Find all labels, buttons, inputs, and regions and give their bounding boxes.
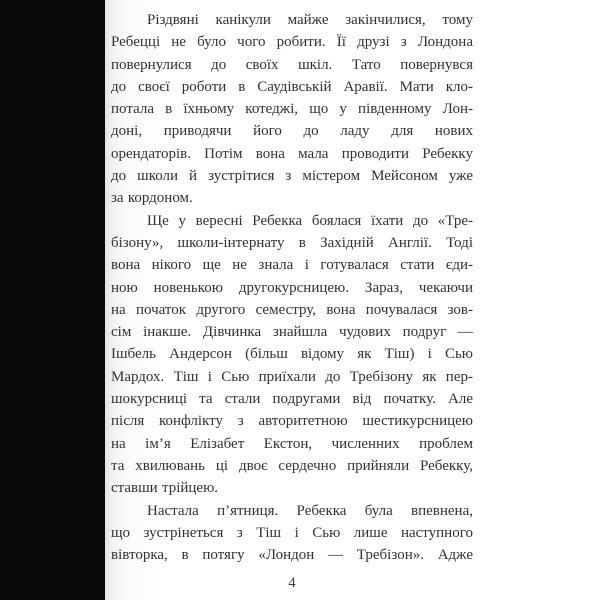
text-line: Різдвяні канікули майже закінчилися, тому: [147, 12, 473, 28]
text-line: сім інакше. Дівчинка знайшла чудових подруг —: [111, 324, 473, 341]
text-line: за кордоном.: [111, 190, 193, 207]
text-line: повернулися до своїх шкіл. Тато повернувся: [111, 56, 473, 73]
paragraph: [111, 9, 473, 210]
text-line: ною новенькою другокурсницею. Зараз, чекаючи: [111, 279, 473, 296]
text-line: шокурсниці та стали подругами від початку. Але: [111, 391, 473, 408]
text-line: вівторка, в потягу «Лондон — Требізон». Адже: [111, 547, 473, 564]
text-line: Ребецці не було чого робити. Її друзі з Лондона: [111, 34, 473, 51]
page-number: 4: [288, 575, 296, 591]
text-line: що зустрінеться з Тіш і Сью лише наступного: [111, 524, 473, 541]
page-text: [111, 9, 473, 566]
text-line: орендаторів. Потім вона мала проводити Ребекку: [111, 145, 473, 162]
paragraph: [111, 210, 473, 500]
text-line: вона нікого ще не знала і готувалася стати єди-: [111, 257, 473, 274]
book-page: [105, 0, 600, 600]
text-line: Настала п’ятниця. Ребекка була впевнена,: [147, 502, 473, 519]
book-spine: [0, 0, 105, 600]
text-line: до школи й зустрітися з містером Мейсоном уже: [111, 168, 473, 185]
text-line: Ще у вересні Ребекка боялася їхати до «Тре-: [147, 212, 473, 229]
text-line: після конфлікту з авторитетною шестикурсницею: [111, 413, 473, 430]
text-line: Ішбель Андерсон (більш відому як Тіш) і Сью: [111, 346, 473, 363]
text-line: та хвилювань ці двоє сердечно прийняли Ребекку,: [111, 457, 473, 474]
text-line: до своєї роботи в Саудівській Аравії. Мати кло-: [111, 78, 473, 95]
text-line: Мардох. Тіш і Сью приїхали до Требізону як пер-: [111, 368, 473, 385]
text-line: доні, приводячи його до ладу для нових: [111, 123, 473, 140]
text-line: потала в їхньому котеджі, що у південному Лон-: [111, 101, 473, 118]
text-line: на ім’я Елізабет Екстон, численних проблем: [111, 435, 473, 452]
text-line: на початок другого семестру, вона почувалася зов-: [111, 301, 473, 318]
text-line: бізону», школи-інтернату в Західній Англії. Тоді: [111, 234, 473, 251]
paragraph: [111, 500, 473, 567]
text-line: ставши трійцею.: [111, 480, 219, 497]
